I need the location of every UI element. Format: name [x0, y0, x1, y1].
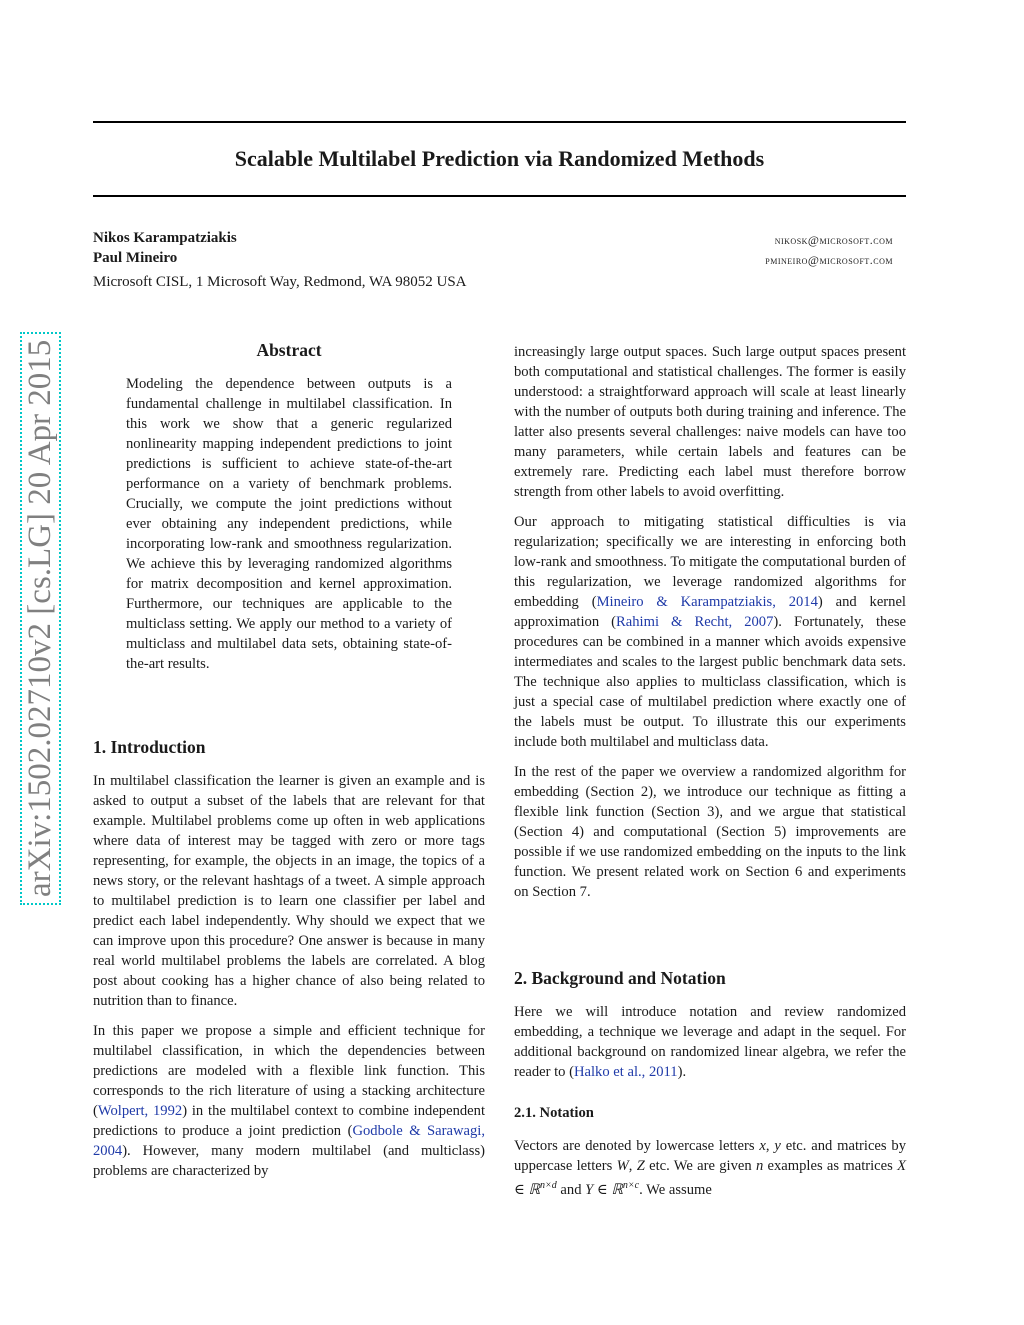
arxiv-stamp[interactable]: arXiv:1502.02710v2 [cs.LG] 20 Apr 2015 — [20, 332, 61, 905]
section-2-body — [514, 1002, 906, 1092]
title-rule — [93, 195, 906, 197]
author-1-name: Nikos Karampatziakis — [93, 230, 237, 246]
affiliation: Microsoft CISL, 1 Microsoft Way, Redmond, WA 98052 USA — [93, 274, 467, 290]
section-2-1-body — [514, 1136, 906, 1210]
right-paragraph-2: Our approach to mitigating statistical difficulties is via regularization; specifically we are interesting in enforcing both low-rank and smoothness. To mitigate the computational burden of this regularization, we leverage randomized algorithms for embedding (Mineiro & Karampatziakis, 2014) and kernel approximation (Rahimi & Recht, 2007). Fortunately, these procedures can be combined in a manner which avoids expensive intermediates and scales to the largest public benchmark data sets. The technique also applies to multiclass classification, which is just a special case of multilabel prediction where exactly one of the labels must be output. To illustrate this our experiments include both multilabel and multiclass data. — [514, 514, 906, 750]
right-paragraph-3: In the rest of the paper we overview a randomized algorithm for embedding (Section 2), we introduce our technique as fitting a flexible link function (Section 3), and we argue that statistical (Section 4) and computational (Section 5) improvements are possible if we use randomized embedding on the inputs to the link function. We present related work on Section 6 and experiments on Section 7. — [514, 764, 906, 900]
abstract-text: Modeling the dependence between outputs is a fundamental challenge in multilabel classification. In this work we show that a generic regularized nonlinearity mapping independent predictions to joint predictions is sufficient to achieve state-of-the-art performance on a variety of benchmark problems. Crucially, we compute the joint predictions without ever obtaining any independent predictions, while incorporating low-rank and smoothness regularization. We achieve this by leveraging randomized algorithms for matrix decomposition and kernel approximation. Furthermore, our techniques are applicable to the multiclass setting. We apply our method to a variety of multiclass and multilabel data sets, obtaining state-of-the-art results. — [126, 376, 452, 672]
right-paragraph-1: increasingly large output spaces. Such large output spaces present both computational and statistical challenges. The former is easily understood: a straightforward approach will scale at least linearly with the number of outputs both during training and inference. The latter also presents several challenges: naive models can have too many parameters, while certain labels and features can be extremely rare. Predicting each label must therefore borrow strength from other labels to avoid overfitting. — [514, 344, 906, 500]
citation-halko[interactable]: Halko et al., 2011 — [573, 1064, 678, 1080]
author-1-email: nikosk@microsoft.com — [774, 233, 893, 247]
abstract-heading: Abstract — [256, 340, 322, 360]
citation-wolpert[interactable]: Wolpert, 1992 — [97, 1103, 183, 1119]
citation-godbole[interactable]: Godbole & Sarawagi, 2004 — [93, 1123, 485, 1159]
notation-paragraph: Vectors are denoted by lowercase letters x, y etc. and matrices by uppercase letters W, Z etc. We are given n examples as matrices X ∈ ℝ$^{n\times d}$ and Y ∈ ℝ$^{n\times c}$. We assume — [514, 1138, 907, 1198]
intro-paragraph-2: In this paper we propose a simple and efficient technique for multilabel classification, in which the dependencies between predictions are modeled with a flexible link function. This corresponds to the rich literature of using a stacking architecture (Wolpert, 1992) in the multilabel context to combine independent predictions to produce a joint prediction (Godbole & Sarawagi, 2004). However, many modern multilabel (and multiclass) problems are characterized by — [93, 1023, 485, 1179]
abstract-body — [126, 374, 452, 684]
intro-body — [93, 771, 485, 1191]
right-column — [514, 342, 906, 912]
author-2-email: pmineiro@microsoft.com — [765, 253, 893, 267]
citation-mineiro[interactable]: Mineiro & Karampatziakis, 2014 — [596, 594, 818, 610]
citation-rahimi[interactable]: Rahimi & Recht, 2007 — [616, 614, 774, 630]
section-2-paragraph: Here we will introduce notation and review randomized embedding, a technique we leverage and adapt in the sequel. For additional background on randomized linear algebra, we refer the reader to (Halko et al., 2011). — [514, 1004, 906, 1080]
section-2-heading: 2. Background and Notation — [514, 968, 726, 988]
top-rule — [93, 121, 906, 123]
intro-heading: 1. Introduction — [93, 737, 206, 757]
author-2-name: Paul Mineiro — [93, 250, 178, 266]
intro-paragraph-1: In multilabel classification the learner is given an example and is asked to output a subset of the labels that are relevant for that example. Multilabel problems come up often in web applications where data of interest may be tagged with zero or more tags representing, for example, the objects in an image, the topics of a news story, or the relevant hashtags of a tweet. A simple approach to multilabel prediction is to learn one classifier per label and predict each label independently. Why should we expect that we can improve upon this procedure? One answer is because in many real world multilabel problems the labels are correlated. A blog post about cooking has a higher chance of also being related to nutrition than to finance. — [93, 773, 485, 1009]
section-2-1-heading: 2.1. Notation — [514, 1105, 594, 1121]
paper-title: Scalable Multilabel Prediction via Randomized Methods — [234, 146, 765, 171]
